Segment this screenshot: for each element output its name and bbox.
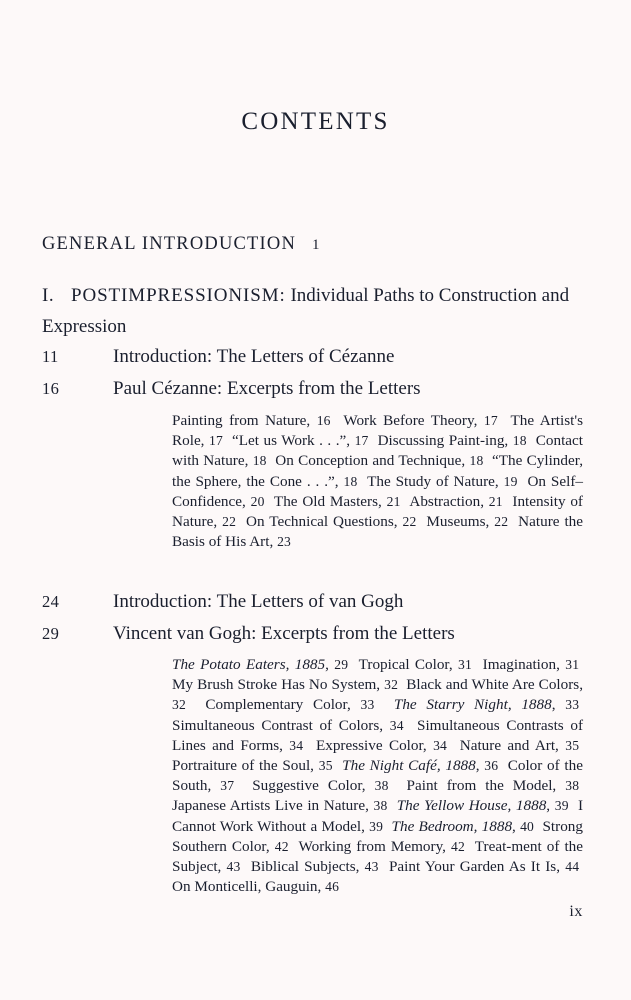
- general-introduction-label: GENERAL INTRODUCTION: [42, 234, 297, 254]
- chapter-entry-cezanne-introduction[interactable]: [42, 345, 587, 369]
- part-title-rest: Individual Paths to Construction and Expression: [42, 285, 570, 337]
- chapter-title: Introduction: The Letters of Cézanne: [113, 346, 395, 367]
- general-introduction-page-number: 1: [312, 237, 321, 253]
- part-title-caps: POSTIMPRESSIONISM:: [71, 285, 286, 306]
- chapter-entry-vangogh-introduction[interactable]: [42, 590, 587, 614]
- chapter-page-number: 11: [42, 347, 59, 366]
- part-number: I.: [42, 285, 55, 306]
- chapter-title: Paul Cézanne: Excerpts from the Letters: [113, 378, 421, 399]
- general-introduction-entry[interactable]: [42, 234, 320, 255]
- chapter-title: Introduction: The Letters of van Gogh: [113, 591, 404, 612]
- chapter-title: Vincent van Gogh: Excerpts from the Letters: [113, 623, 455, 644]
- vangogh-subentry-list: The Potato Eaters, 1885, 29 Tropical Color, 31 Imagination, 31 My Brush Stroke Has No System, 32 Black and White Are Colors, 32 Complementary Color, 33 The Starry Night, 1888, 33 Simultaneous Contrast of Colors, 34 Simultaneous Contrasts of Lines and Forms, 34 Expressive Color, 34 Nature and Art, 35 Portraiture of the Soul, 35 The Night Café, 1888, 36 Color of the South, 37 Suggestive Color, 38 Paint from the Model, 38 Japanese Artists Live in Nature, 38 The Yellow House, 1888, 39 I Cannot Work Without a Model, 39 The Bedroom, 1888, 40 Strong Southern Color, 42 Working from Memory, 42 Treat-ment of the Subject, 43 Biblical Subjects, 43 Paint Your Garden As It Is, 44 On Monticelli, Gauguin, 46: [172, 656, 584, 896]
- page-title: CONTENTS: [241, 108, 390, 135]
- chapter-page-number: 24: [42, 592, 60, 611]
- chapter-page-number: 16: [42, 379, 60, 398]
- page-folio: ix: [569, 903, 583, 920]
- cezanne-subentry-list: Painting from Nature, 16 Work Before Theory, 17 The Artist's Role, 17 “Let us Work . . .”, 17 Discussing Paint-ing, 18 Contact with Nature, 18 On Conception and Technique, 18 “The Cylinder, the Sphere, the Cone . . .”, 18 The Study of Nature, 19 On Self–Confidence, 20 The Old Masters, 21 Abstraction, 21 Intensity of Nature, 22 On Technical Questions, 22 Museums, 22 Nature the Basis of His Art, 23: [172, 412, 584, 551]
- chapter-entry-vangogh-excerpts[interactable]: [42, 622, 587, 646]
- part-heading: [42, 280, 587, 342]
- chapter-entry-cezanne-excerpts[interactable]: [42, 377, 587, 401]
- chapter-page-number: 29: [42, 624, 60, 643]
